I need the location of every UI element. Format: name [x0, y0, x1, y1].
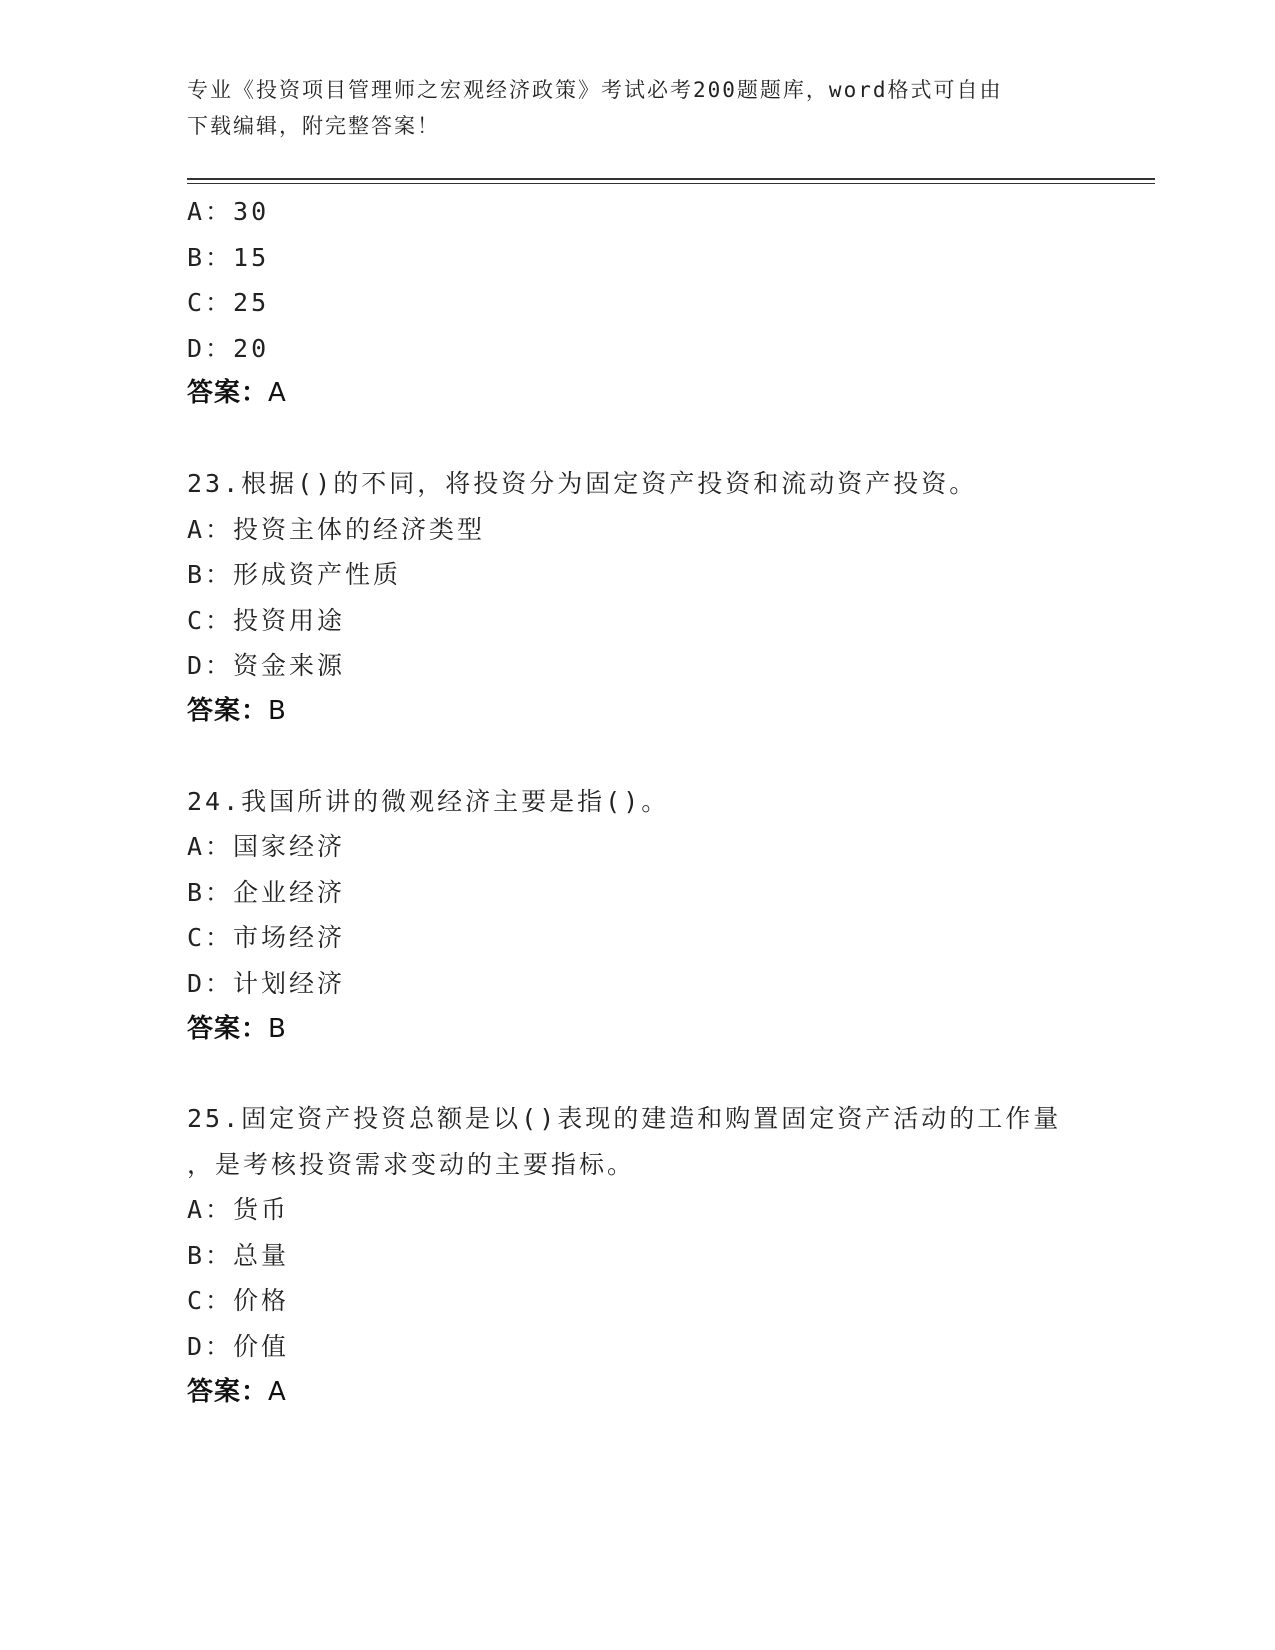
document-header — [187, 72, 1087, 144]
answer-value: B — [268, 1013, 287, 1044]
answer-label: 答案： — [187, 1013, 269, 1044]
option-b: B：15 — [187, 242, 270, 272]
question-stem-line-2: ，是考核投资需求变动的主要指标。 — [187, 1149, 636, 1179]
option-d: D：计划经济 — [187, 968, 346, 998]
header-line-1: 专业《投资项目管理师之宏观经济政策》考试必考200题题库，word格式可自由 — [187, 78, 1003, 102]
question-block-24 — [187, 779, 1087, 1053]
option-a: A：国家经济 — [187, 832, 346, 862]
option-b: B：形成资产性质 — [187, 560, 402, 590]
answer-line — [187, 689, 1087, 735]
answer-value: A — [268, 378, 287, 409]
answer-label: 答案： — [187, 378, 269, 409]
question-block-partial — [187, 189, 1087, 417]
answer-line — [187, 1370, 1087, 1416]
answer-label: 答案： — [187, 695, 269, 726]
option-d: D：资金来源 — [187, 651, 346, 681]
question-block-25 — [187, 1096, 1087, 1415]
option-c: C：市场经济 — [187, 923, 346, 953]
option-d: D：20 — [187, 333, 270, 363]
question-list — [187, 189, 1087, 1415]
option-a: A：30 — [187, 197, 270, 226]
question-stem-line-1: 25.固定资产投资总额是以()表现的建造和购置固定资产活动的工作量 — [187, 1104, 1062, 1134]
answer-label: 答案： — [187, 1376, 269, 1407]
header-line-2: 下载编辑，附完整答案！ — [187, 114, 440, 138]
question-stem: 23.根据()的不同，将投资分为固定资产投资和流动资产投资。 — [187, 468, 978, 498]
option-b: B：总量 — [187, 1240, 290, 1270]
answer-value: B — [268, 695, 287, 726]
header-divider-thin — [187, 183, 1155, 184]
header-divider-thick — [187, 178, 1155, 180]
answer-line — [187, 371, 1087, 417]
option-b: B：企业经济 — [187, 877, 346, 907]
option-c: C：25 — [187, 288, 270, 318]
question-stem: 24.我国所讲的微观经济主要是指()。 — [187, 786, 670, 816]
option-d: D：价值 — [187, 1332, 290, 1362]
option-c: C：价格 — [187, 1286, 290, 1316]
answer-line — [187, 1007, 1087, 1053]
option-a: A：投资主体的经济类型 — [187, 514, 486, 544]
answer-value: A — [268, 1376, 287, 1407]
option-a: A：货币 — [187, 1195, 290, 1225]
option-c: C：投资用途 — [187, 605, 346, 635]
question-block-23 — [187, 461, 1087, 735]
